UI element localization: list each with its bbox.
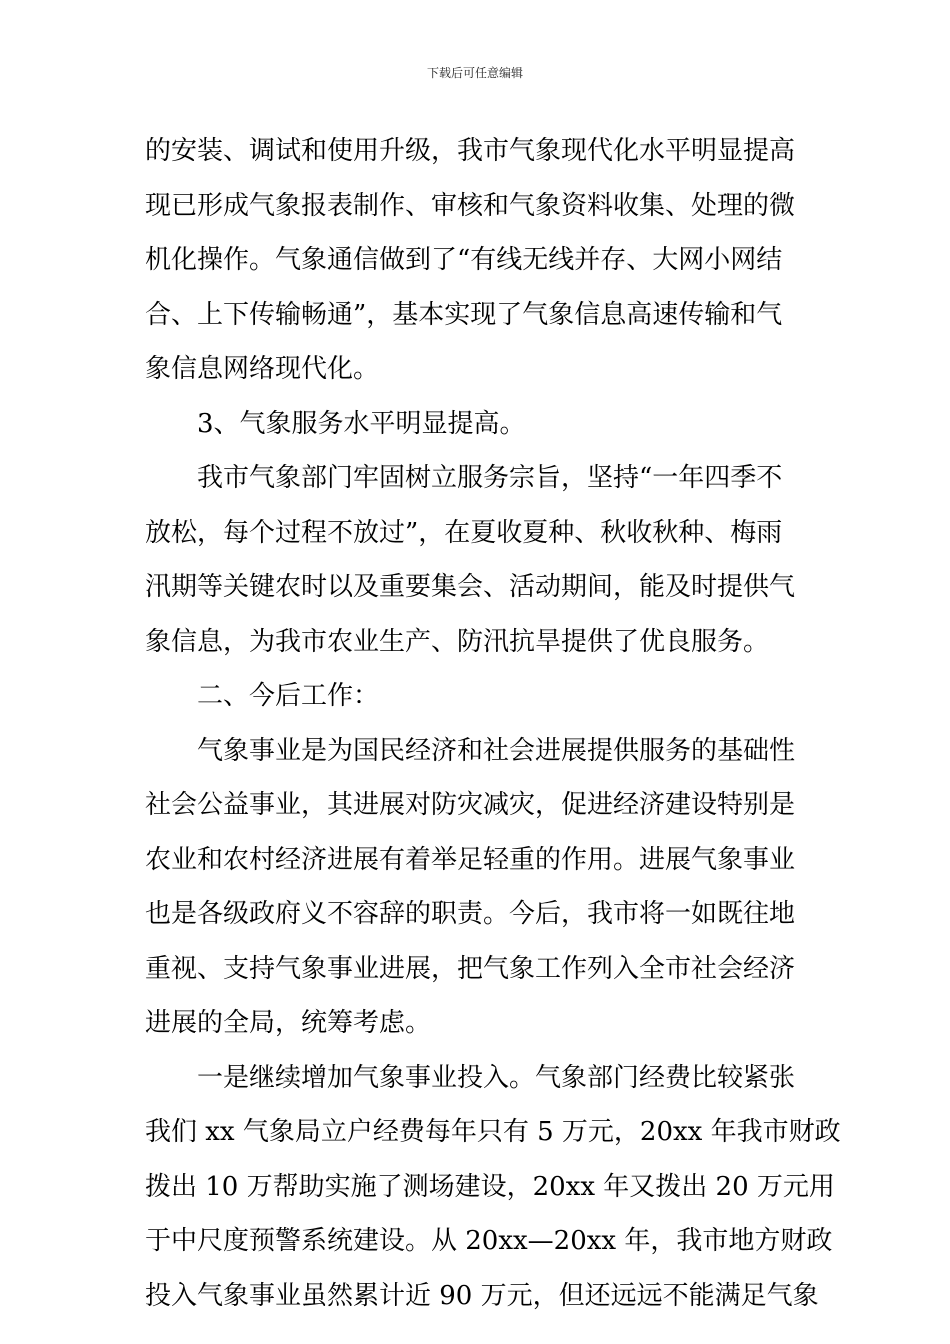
text-line: 象信息网络现代化。: [145, 354, 380, 384]
text-line: 现已形成气象报表制作、审核和气象资料收集、处理的微: [145, 190, 796, 221]
text-line: 我市气象部门牢固树立服务宗旨，坚持“一年四季不: [197, 463, 783, 493]
text-line: 二、今后工作：: [197, 681, 380, 711]
text-line: 气象事业是为国民经济和社会进展提供服务的基础性: [197, 735, 796, 766]
text-line: 社会公益事业，其进展对防灾减灾，促进经济建设特别是: [145, 790, 796, 820]
text-line: 合、上下传输畅通”，基本实现了气象信息高速传输和气: [145, 299, 783, 330]
text-line: 农业和农村经济进展有着举足轻重的作用。进展气象事业: [145, 844, 796, 875]
text-line: 汛期等关键农时以及重要集会、活动期间，能及时提供气: [145, 572, 796, 602]
text-line: 象信息，为我市农业生产、防汛抗旱提供了优良服务。: [145, 626, 770, 657]
text-line: 我们 xx 气象局立户经费每年只有 5 万元，20xx 年我市财政: [145, 1117, 841, 1147]
page-header: 下载后可任意编辑: [426, 66, 523, 80]
text-line: 拨出 10 万帮助实施了测场建设，20xx 年又拨出 20 万元用: [145, 1171, 835, 1202]
text-line: 于中尺度预警系统建设。从 20xx—20xx 年，我市地方财政: [145, 1226, 833, 1256]
text-line: 放松，每个过程不放过”，在夏收夏种、秋收秋种、梅雨: [145, 517, 783, 548]
text-line: 进展的全局，统筹考虑。: [145, 1008, 432, 1038]
text-line: 的安装、调试和使用升级，我市气象现代化水平明显提高: [145, 136, 796, 166]
text-line: 投入气象事业虽然累计近 90 万元，但还远远不能满足气象: [145, 1280, 819, 1311]
text-line: 3、气象服务水平明显提高。: [197, 408, 526, 439]
text-line: 重视、支持气象事业进展，把气象工作列入全市社会经济: [145, 953, 796, 984]
text-line: 也是各级政府义不容辞的职责。今后，我市将一如既往地: [145, 899, 796, 929]
text-line: 一是继续增加气象事业投入。气象部门经费比较紧张: [197, 1062, 796, 1093]
text-line: 机化操作。气象通信做到了“有线无线并存、大网小网结: [145, 245, 783, 275]
document-body: [145, 124, 841, 1323]
